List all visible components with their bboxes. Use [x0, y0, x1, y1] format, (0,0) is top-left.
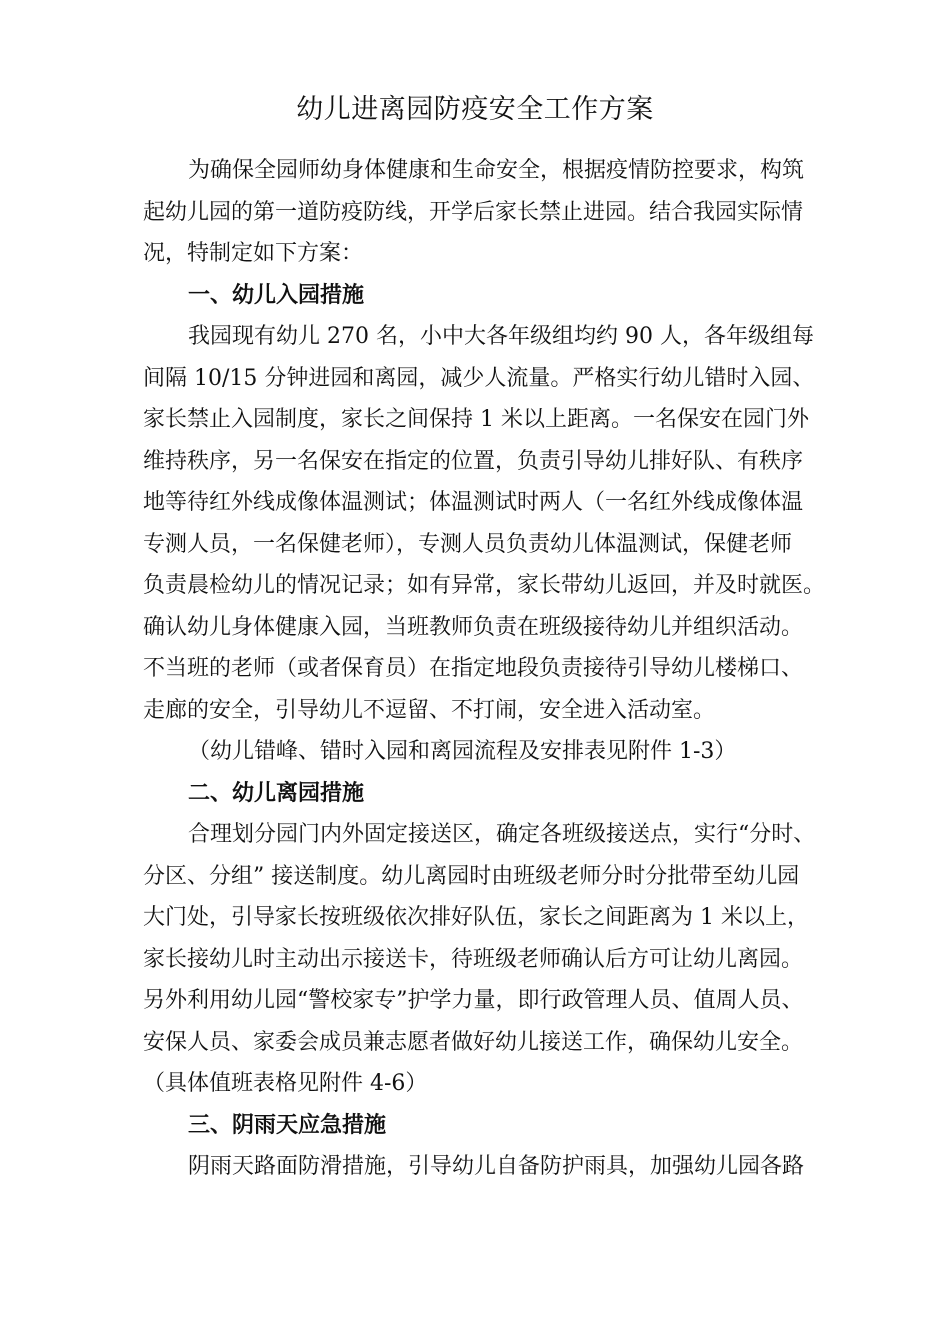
- paragraph-line: 间隔 10/15 分钟进园和离园，减少人流量。严格实行幼儿错时入园、: [143, 365, 815, 391]
- paragraph-line: 负责晨检幼儿的情况记录；如有异常，家长带幼儿返回，并及时就医。: [143, 573, 826, 598]
- paragraph-line: 为确保全园师幼身体健康和生命安全，根据疫情防控要求，构筑: [188, 158, 805, 183]
- document-title: 幼儿进离园防疫安全工作方案: [296, 94, 654, 125]
- paragraph-line: 家长禁止入园制度，家长之间保持 1 米以上距离。一名保安在园门外: [143, 407, 809, 432]
- paragraph-line: 不当班的老师（或者保育员）在指定地段负责接待引导幼儿楼梯口、: [143, 656, 804, 681]
- section-heading: 一、幼儿入园措施: [188, 281, 365, 308]
- paragraph-line: 大门处，引导家长按班级依次排好队伍，家长之间距离为 1 米以上，: [143, 905, 809, 930]
- paragraph-line: 况，特制定如下方案：: [143, 241, 364, 266]
- paragraph-line: 安保人员、家委会成员兼志愿者做好幼儿接送工作，确保幼儿安全。: [143, 1029, 804, 1055]
- paragraph-line: 分区、分组” 接送制度。幼儿离园时由班级老师分时分批带至幼儿园: [143, 863, 800, 889]
- paragraph-line: 确认幼儿身体健康入园，当班教师负责在班级接待幼儿并组织活动。: [143, 614, 804, 640]
- paragraph-line: （具体值班表格见附件 4-6）: [143, 1071, 428, 1096]
- section-heading: 二、幼儿离园措施: [188, 779, 365, 806]
- paragraph-line: （幼儿错峰、错时入园和离园流程及安排表见附件 1-3）: [188, 739, 737, 764]
- paragraph-line: 我园现有幼儿 270 名，小中大各年级组均约 90 人，各年级组每: [188, 324, 814, 349]
- paragraph-line: 地等待红外线成像体温测试；体温测试时两人（一名红外线成像体温: [143, 490, 804, 515]
- paragraph-line: 起幼儿园的第一道防疫防线，开学后家长禁止进园。结合我园实际情: [143, 199, 804, 225]
- paragraph-line: 合理划分园门内外固定接送区，确定各班级接送点，实行“分时、: [188, 822, 816, 847]
- paragraph-line: 阴雨天路面防滑措施，引导幼儿自备防护雨具，加强幼儿园各路: [188, 1154, 805, 1179]
- section-heading: 三、阴雨天应急措施: [188, 1111, 387, 1138]
- document-body: [143, 150, 826, 1188]
- paragraph-line: 走廊的安全，引导幼儿不逗留、不打闹，安全进入活动室。: [143, 697, 716, 723]
- paragraph-line: 专测人员，一名保健老师），专测人员负责幼儿体温测试，保健老师: [143, 531, 793, 557]
- paragraph-line: 维持秩序，另一名保安在指定的位置，负责引导幼儿排好队、有秩序: [143, 448, 804, 474]
- paragraph-line: 另外利用幼儿园“警校家专”护学力量，即行政管理人员、值周人员、: [143, 988, 804, 1013]
- paragraph-line: 家长接幼儿时主动出示接送卡，待班级老师确认后方可让幼儿离园。: [143, 946, 804, 972]
